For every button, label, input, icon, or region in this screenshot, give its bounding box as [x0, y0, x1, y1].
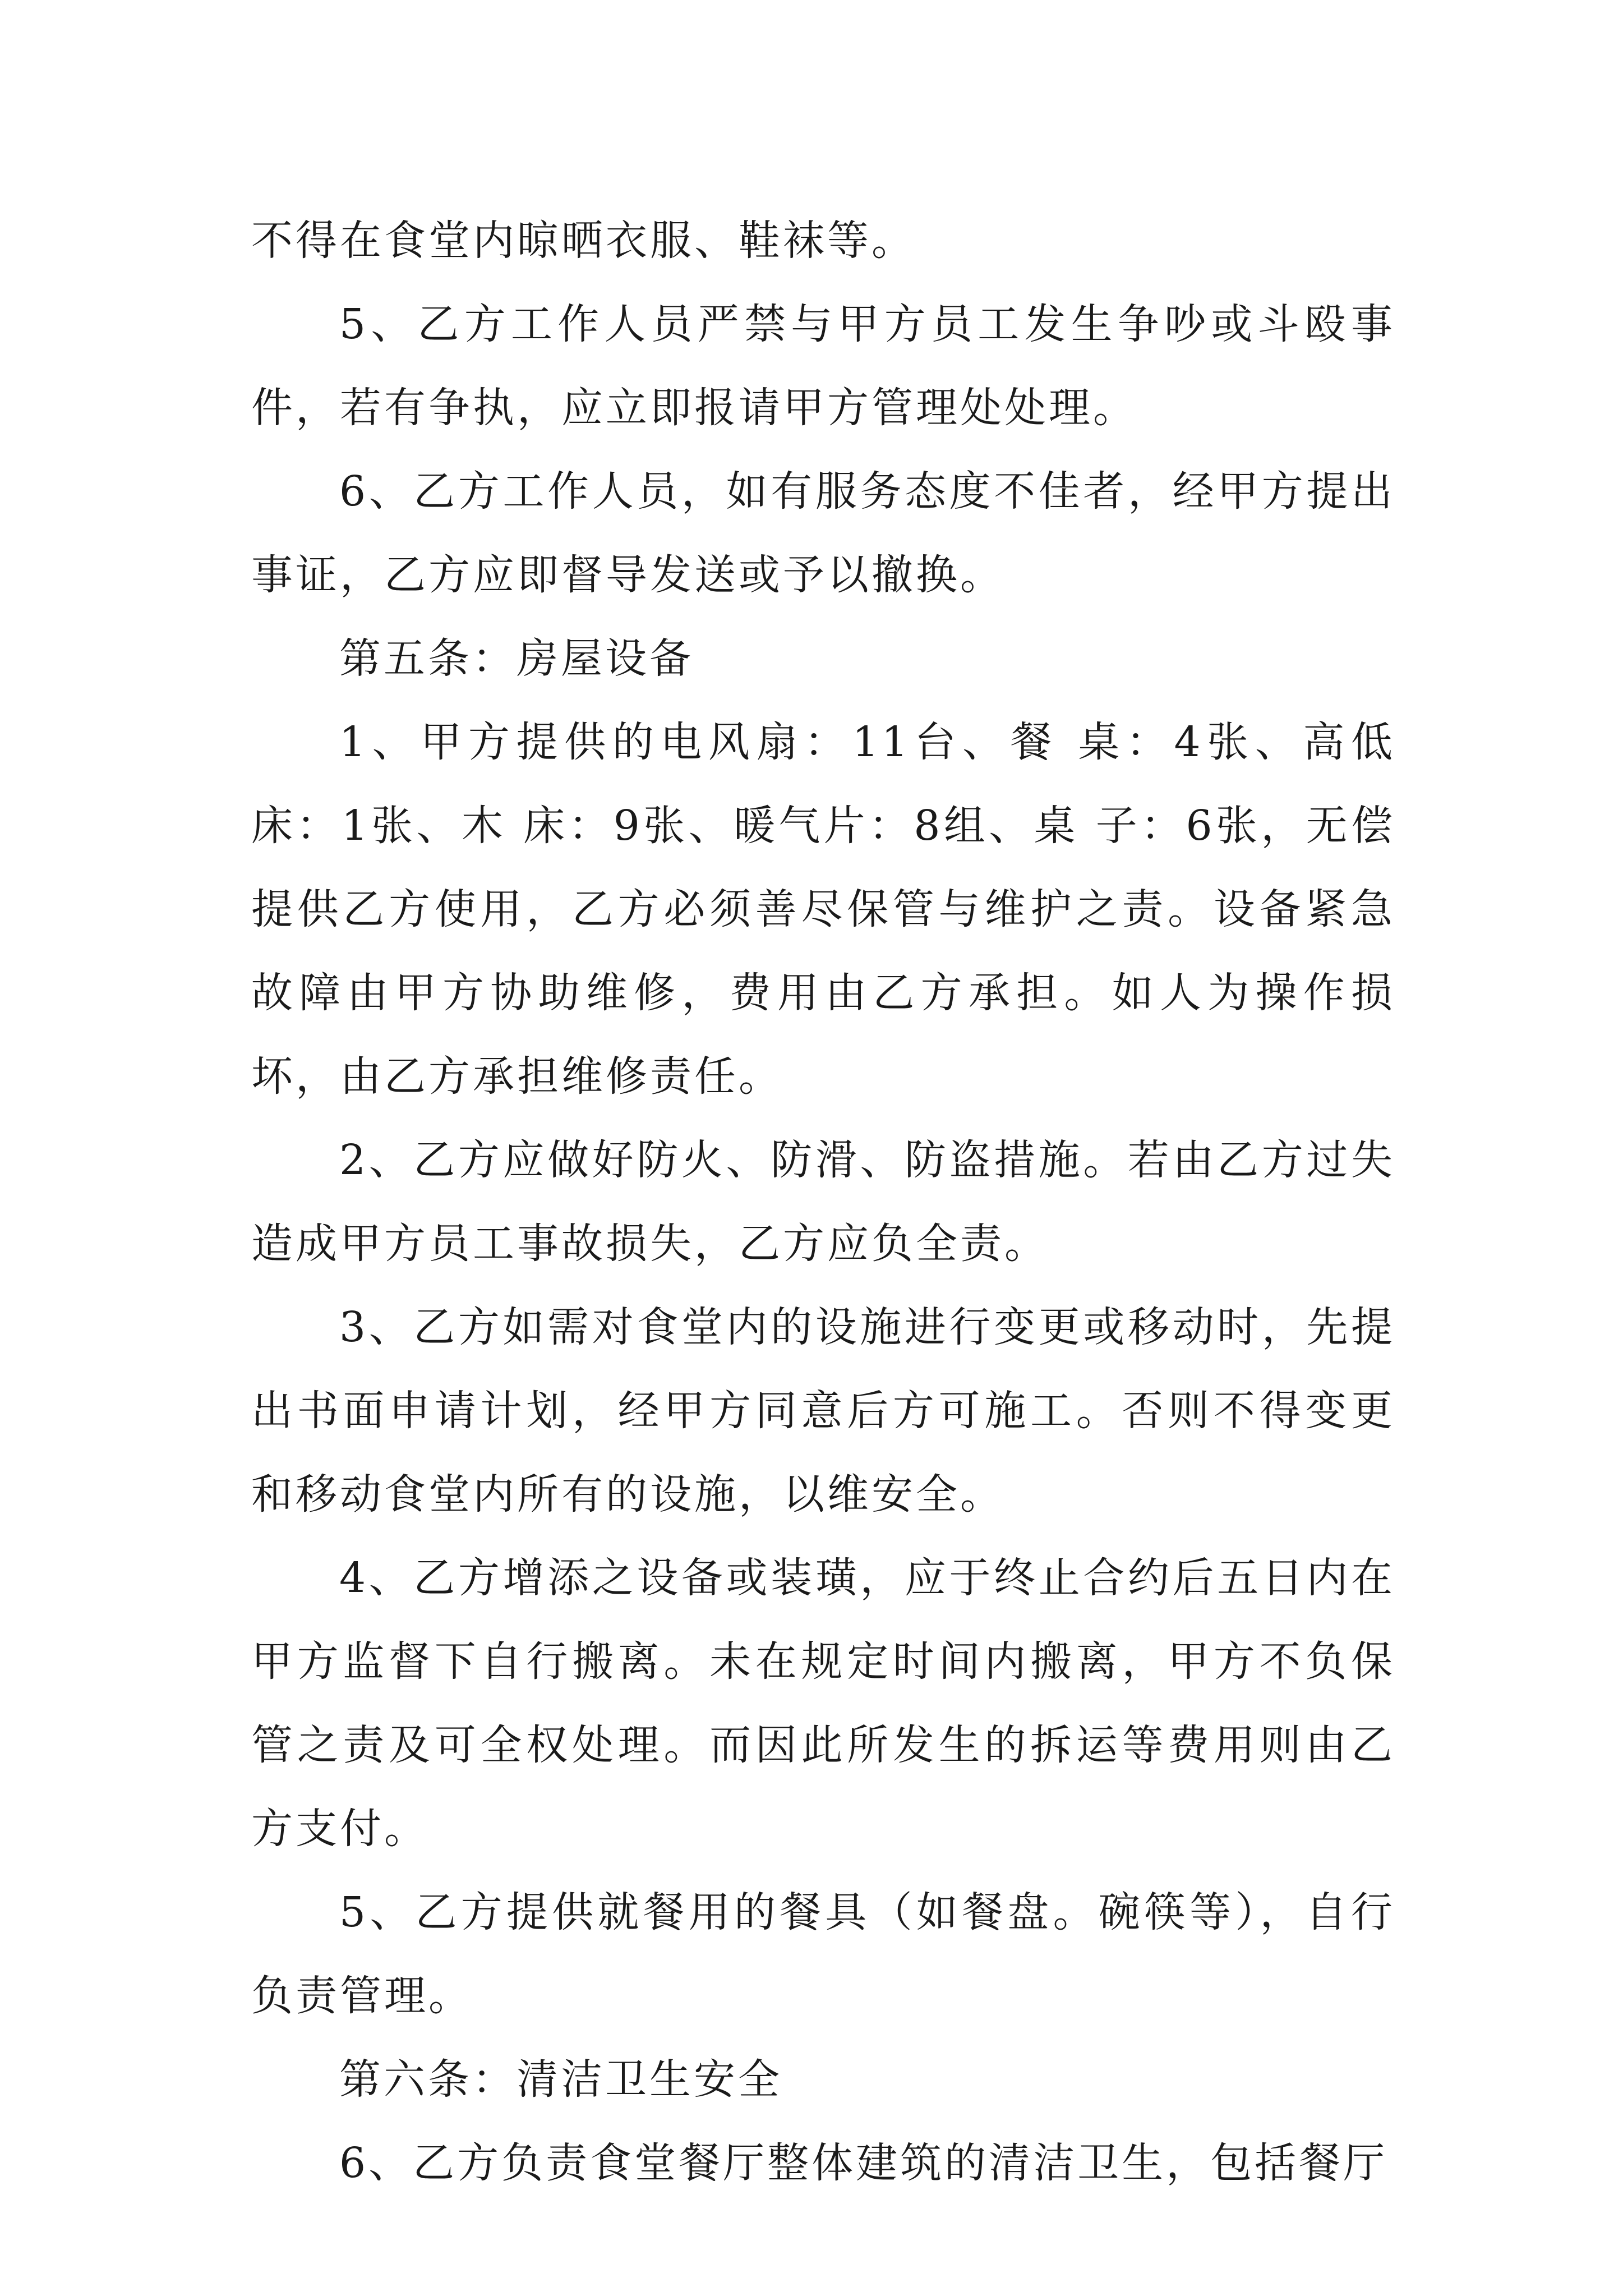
paragraph-item-3-facility-change: 3、乙方如需对食堂内的设施进行变更或移动时，先提出书面申请计划，经甲方同意后方可施工。否则不得变更和移动食堂内所有的设施，以维安全。 — [251, 1303, 1395, 1519]
section-heading-article-5: 第五条：房屋设备 — [339, 634, 694, 683]
paragraph-item-5-staff-conflict: 5、乙方工作人员严禁与甲方员工发生争吵或斗殴事件，若有争执，应立即报请甲方管理处处理。 — [251, 300, 1395, 432]
paragraph-item-4-added-equipment: 4、乙方增添之设备或装璜，应于终止合约后五日内在甲方监督下自行搬离。未在规定时间内搬离，甲方不负保管之责及可全权处理。而因此所发生的拆运等费用则由乙方支付。 — [251, 1554, 1395, 1853]
paragraph-item-6-cleaning: 6、乙方负责食堂餐厅整体建筑的清洁卫生，包括餐厅 — [339, 2139, 1388, 2187]
paragraph-item-5-tableware: 5、乙方提供就餐用的餐具（如餐盘。碗筷等），自行负责管理。 — [251, 1888, 1395, 2020]
paragraph-continuation: 不得在食堂内晾晒衣服、鞋袜等。 — [251, 217, 916, 265]
paragraph-item-1-equipment: 1、甲方提供的电风扇：11台、餐 桌：4张、高低床：1张、木 床：9张、暖气片：8组、桌 子：6张，无偿提供乙方使用，乙方必须善尽保管与维护之责。设备紧急故障由甲方协助维修，费用由乙方承担。如人为操作损坏，由乙方承担维修责任。 — [251, 718, 1395, 1101]
document-body — [251, 199, 1395, 2205]
section-heading-article-6: 第六条：清洁卫生安全 — [339, 2055, 782, 2104]
paragraph-item-2-safety: 2、乙方应做好防火、防滑、防盗措施。若由乙方过失造成甲方员工事故损失，乙方应负全责。 — [251, 1136, 1395, 1268]
paragraph-item-6-service-attitude: 6、乙方工作人员，如有服务态度不佳者，经甲方提出事证，乙方应即督导发送或予以撤换。 — [251, 467, 1395, 599]
